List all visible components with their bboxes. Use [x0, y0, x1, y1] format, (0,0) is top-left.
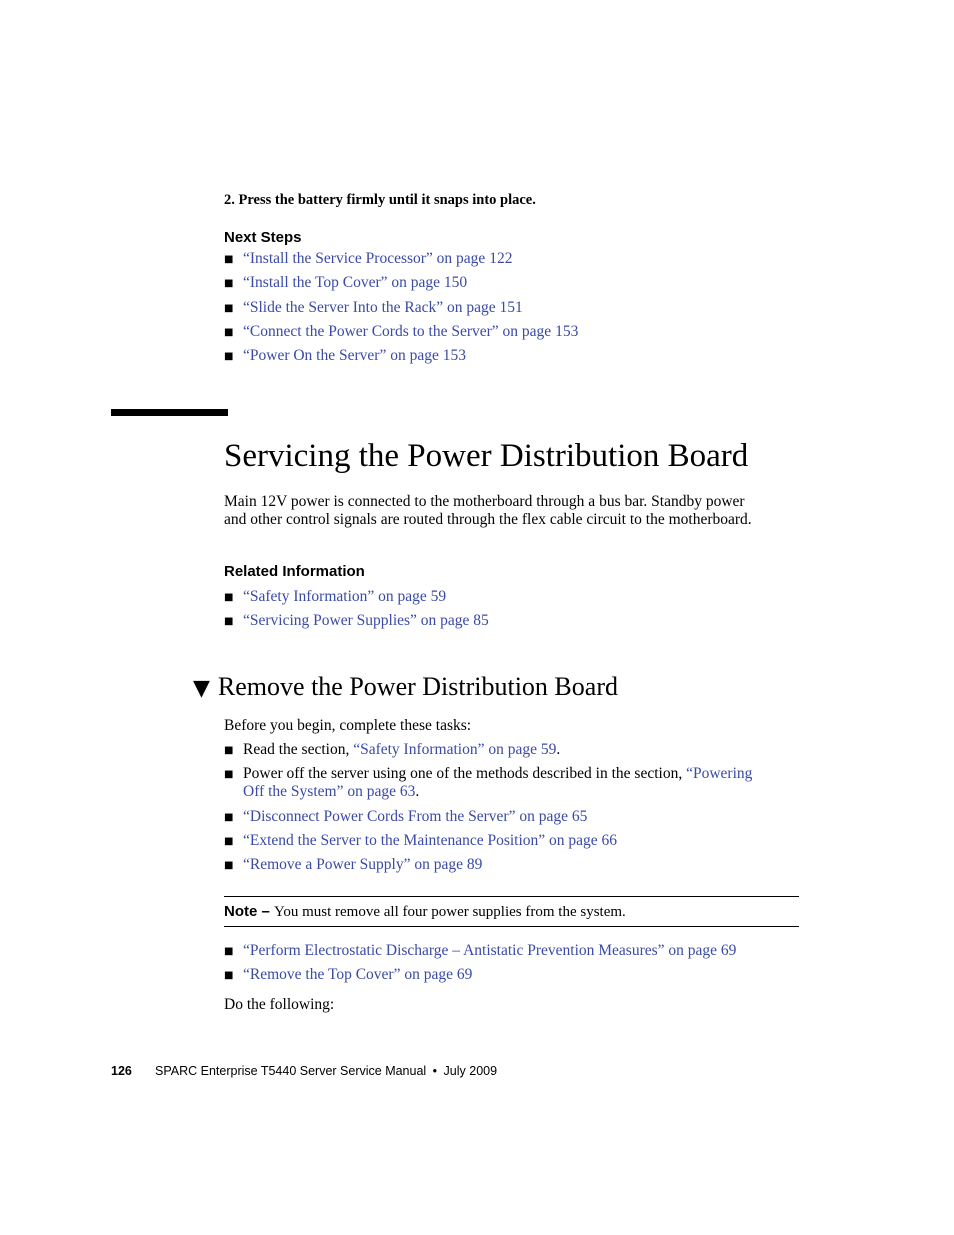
related-info-list — [224, 588, 489, 637]
next-step-link-top-cover[interactable]: “Install the Top Cover” on page 150 — [243, 274, 468, 292]
related-info-heading: Related Information — [224, 563, 365, 580]
list-item — [224, 347, 578, 365]
task-link-remove-power-supply[interactable]: “Remove a Power Supply” on page 89 — [243, 856, 483, 874]
task-link-remove-top-cover[interactable]: “Remove the Top Cover” on page 69 — [243, 966, 473, 984]
procedure-lead: Before you begin, complete these tasks: — [224, 717, 472, 734]
bullet-icon: ■ — [224, 616, 234, 628]
next-steps-list — [224, 250, 578, 371]
bullet-icon: ■ — [224, 351, 234, 363]
next-steps-heading: Next Steps — [224, 229, 302, 246]
list-item — [224, 299, 578, 317]
additional-task-list — [224, 942, 736, 991]
task-link-powering-off-a[interactable]: “Powering — [686, 765, 753, 783]
task-punct: . — [556, 741, 561, 758]
page-number: 126 — [111, 1064, 132, 1078]
list-item — [224, 942, 736, 960]
list-item — [224, 612, 489, 630]
task-text: Read the section, — [243, 741, 354, 758]
procedure-step-2: 2. Press the battery firmly until it snaps into place. — [224, 192, 536, 208]
list-item — [224, 588, 489, 606]
related-link-safety[interactable]: “Safety Information” on page 59 — [243, 588, 447, 605]
list-item — [224, 765, 804, 801]
list-item — [224, 323, 578, 341]
bullet-icon: ■ — [224, 811, 234, 823]
triangle-down-icon: ▼ — [193, 676, 210, 701]
section-rule — [111, 409, 228, 416]
note-label: Note – — [224, 903, 275, 920]
task-link-safety[interactable]: “Safety Information” on page 59 — [353, 741, 557, 758]
bullet-icon: ■ — [224, 835, 234, 847]
procedure-title — [193, 672, 618, 702]
section-intro-line2: and other control signals are routed through the flex cable circuit to the motherboard. — [224, 511, 752, 528]
footer-date: July 2009 — [443, 1064, 498, 1078]
task-link-extend-server[interactable]: “Extend the Server to the Maintenance Position” on page 66 — [243, 831, 618, 849]
list-item — [224, 808, 804, 826]
next-step-link-power-cords[interactable]: “Connect the Power Cords to the Server” on page 153 — [243, 322, 579, 340]
list-item — [224, 250, 578, 268]
note-top-rule — [224, 896, 799, 897]
prerequisite-list — [224, 741, 804, 880]
footer-text — [155, 1064, 497, 1078]
related-link-power-supplies[interactable]: “Servicing Power Supplies” on page 85 — [243, 612, 489, 630]
note — [224, 902, 626, 921]
task-link-disconnect-cords[interactable]: “Disconnect Power Cords From the Server” on page 65 — [243, 807, 588, 825]
task-link-esd[interactable]: “Perform Electrostatic Discharge – Antistatic Prevention Measures” on page 69 — [243, 942, 737, 959]
footer-separator: • — [432, 1064, 438, 1078]
task-punct: . — [415, 783, 420, 801]
procedure-title-text: Remove the Power Distribution Board — [217, 672, 618, 701]
footer-title: SPARC Enterprise T5440 Server Service Manual — [155, 1064, 427, 1078]
bullet-icon: ■ — [224, 946, 234, 957]
bullet-icon: ■ — [224, 860, 234, 872]
procedure-closing: Do the following: — [224, 996, 335, 1013]
note-bottom-rule — [224, 926, 799, 927]
bullet-icon: ■ — [224, 970, 234, 982]
bullet-icon: ■ — [224, 302, 234, 314]
section-intro-line1: Main 12V power is connected to the motherboard through a bus bar. Standby power — [224, 493, 745, 510]
bullet-icon: ■ — [224, 254, 234, 265]
bullet-icon: ■ — [224, 278, 234, 290]
list-item — [224, 966, 736, 984]
bullet-icon: ■ — [224, 326, 234, 338]
list-item — [224, 856, 804, 874]
bullet-icon: ■ — [224, 769, 234, 781]
task-text: Power off the server using one of the methods described in the section, — [243, 765, 687, 783]
next-step-link-power-on[interactable]: “Power On the Server” on page 153 — [243, 347, 466, 365]
section-title: Servicing the Power Distribution Board — [224, 438, 749, 474]
list-item — [224, 832, 804, 850]
bullet-icon: ■ — [224, 592, 234, 603]
next-step-link-service-processor[interactable]: “Install the Service Processor” on page 122 — [243, 250, 513, 267]
list-item — [224, 274, 578, 292]
bullet-icon: ■ — [224, 745, 234, 756]
task-link-powering-off-b[interactable]: Off the System” on page 63 — [243, 783, 416, 801]
list-item — [224, 741, 804, 759]
next-step-link-slide-server[interactable]: “Slide the Server Into the Rack” on page 151 — [243, 298, 523, 316]
note-text: You must remove all four power supplies from the system. — [274, 904, 626, 920]
